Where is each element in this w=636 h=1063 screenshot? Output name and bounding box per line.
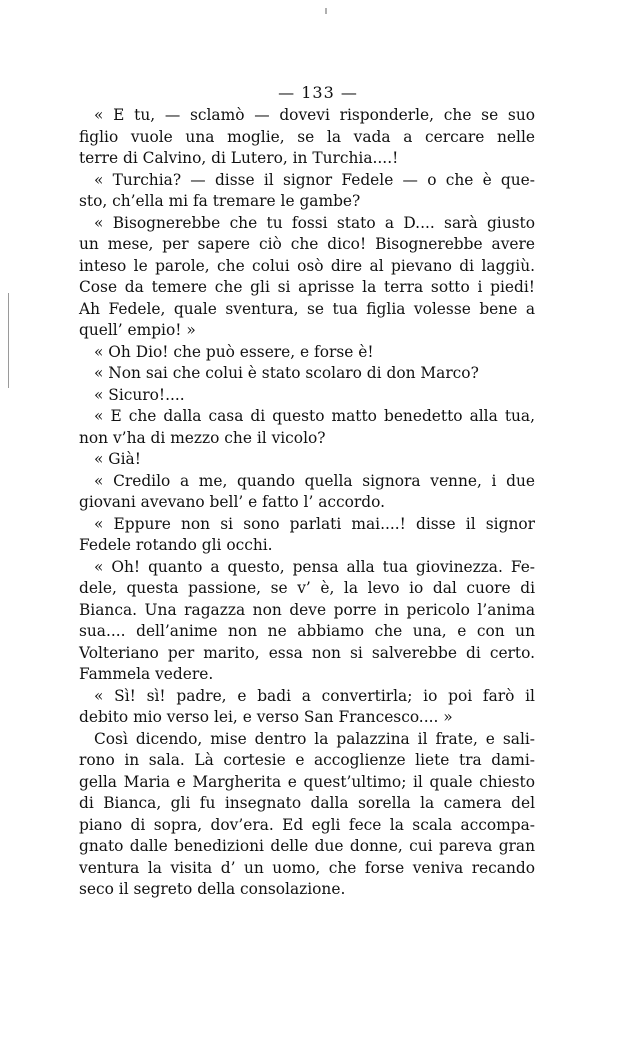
text-line: Bianca. Una ragazza non deve porre in pericolo l’anima — [79, 600, 535, 619]
text-line: piano di sopra, dov’era. Ed egli fece la scala accompa- — [79, 815, 535, 834]
text-line: « Già! — [94, 450, 141, 468]
text-line: rono in sala. Là cortesie e accoglienze liete tra dami- — [79, 751, 535, 769]
text-line: Così dicendo, mise dentro la palazzina il frate, e sali- — [94, 729, 535, 748]
text-line: figlio vuole una moglie, se la vada a cercare nelle — [79, 127, 535, 146]
text-line: « Oh Dio! che può essere, e forse è! — [94, 342, 374, 361]
page-number: — 133 — — [278, 83, 358, 102]
body-text — [79, 105, 535, 901]
text-line: Ah Fedele, quale sventura, se tua figlia volesse bene a — [79, 299, 535, 318]
text-line: « E tu, — sclamò — dovevi risponderle, che se suo — [94, 106, 535, 124]
text-line: inteso le parole, che colui osò dire al pievano di laggiù. — [79, 256, 535, 275]
text-line: un mese, per sapere ciò che dico! Bisognerebbe avere — [79, 235, 535, 253]
text-line: dele, questa passione, se v’ è, la levo io dal cuore di — [79, 579, 535, 597]
text-line: sua.... dell’anime non ne abbiamo che una, e con un — [79, 622, 535, 640]
text-line: « Sì! sì! padre, e badi a convertirla; io poi farò il — [94, 686, 535, 705]
text-line: di Bianca, gli fu insegnato dalla sorella la camera del — [79, 794, 535, 812]
text-line: « Oh! quanto a questo, pensa alla tua giovinezza. Fe- — [94, 557, 535, 576]
text-line: gella Maria e Margherita e quest’ultimo; il quale chiesto — [79, 772, 535, 791]
text-line: « E che dalla casa di questo matto benedetto alla tua, — [94, 407, 535, 425]
text-line: Fammela vedere. — [79, 665, 214, 683]
text-line: gnato dalle benedizioni delle due donne, cui pareva gran — [79, 837, 535, 855]
text-line: ventura la visita d’ un uomo, che forse veniva recando — [79, 858, 535, 877]
text-line: terre di Calvino, di Lutero, in Turchia....! — [79, 149, 399, 167]
text-line: « Bisognerebbe che tu fossi stato a D.... sarà giusto — [94, 213, 535, 232]
scan-spine-mark — [8, 293, 9, 388]
scan-speck — [325, 8, 327, 14]
text-line: debito mio verso lei, e verso San Francesco.... » — [79, 708, 453, 726]
text-line: giovani avevano bell’ e fatto l’ accordo. — [79, 493, 386, 511]
text-line: « Non sai che colui è stato scolaro di don Marco? — [94, 364, 479, 382]
text-line: non v’ha di mezzo che il vicolo? — [79, 428, 326, 447]
text-line: Fedele rotando gli occhi. — [79, 536, 273, 554]
text-line: « Turchia? — disse il signor Fedele — o che è que- — [94, 170, 535, 189]
text-line: « Sicuro!.... — [94, 385, 185, 404]
text-line: Cose da temere che gli si aprisse la terra sotto i piedi! — [79, 278, 535, 296]
text-line: « Eppure non si sono parlati mai....! disse il signor — [94, 514, 535, 533]
text-line: Volteriano per marito, essa non si salverebbe di certo. — [79, 643, 535, 662]
text-line: quell’ empio! » — [79, 321, 196, 339]
text-line: seco il segreto della consolazione. — [79, 880, 346, 898]
text-line: sto, ch’ella mi fa tremare le gambe? — [79, 192, 361, 210]
text-line: « Credilo a me, quando quella signora venne, i due — [94, 471, 535, 490]
